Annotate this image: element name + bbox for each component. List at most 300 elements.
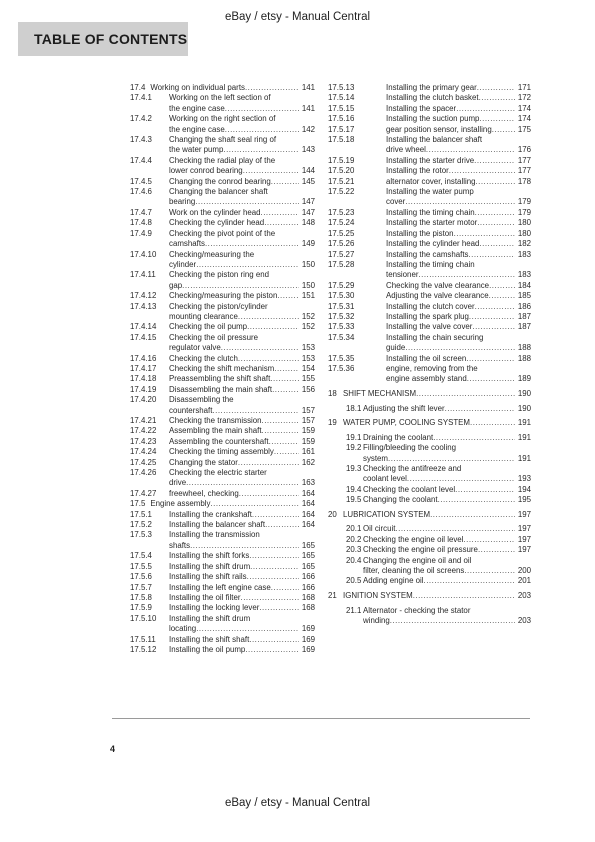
toc-entry[interactable] [130,270,315,291]
toc-entry-title: Installing the camshafts [386,249,469,259]
toc-entry-number: 17.4.15 [130,332,157,342]
toc-entry-page: 179 [517,197,531,207]
toc-entry-number: 17.5.32 [328,311,355,321]
toc-entry-page: 164 [301,520,315,530]
toc-entry-page: 166 [301,582,315,592]
toc-entry-title: Installing the left engine case [169,582,271,592]
toc-entry-page: 174 [517,103,531,113]
toc-entry-number: 17.5.24 [328,218,355,228]
toc-entry[interactable] [328,250,531,260]
dot-leader [182,281,299,291]
dot-leader [205,239,299,249]
toc-entry[interactable] [328,104,531,114]
toc-entry-title: Oil circuit [363,524,396,534]
toc-entry-page: 141 [301,83,315,92]
toc-entry[interactable] [328,510,531,520]
toc-entry[interactable] [130,583,315,593]
toc-entry-number: 17.5.5 [130,561,152,571]
toc-entry-page: 187 [517,311,531,321]
dot-leader [388,454,515,464]
toc-entry[interactable] [130,593,315,603]
toc-entry[interactable] [328,114,531,124]
toc-entry[interactable] [328,281,531,291]
toc-entry[interactable] [130,291,315,301]
toc-entry-page: 155 [301,374,315,384]
toc-entry[interactable] [328,545,531,555]
toc-entry-number: 17.4.20 [130,395,157,405]
dot-leader [433,433,515,443]
toc-entry-title: Installing the suction pump [386,114,480,124]
toc-entry-number: 17.4.24 [130,447,157,457]
dot-leader [463,535,514,545]
toc-entry-page: 159 [301,426,315,436]
toc-entry-title: Installing the timing chain [386,259,475,269]
toc-entry-page: 197 [517,524,531,534]
toc-entry-number: 19.4 [346,484,362,494]
toc-entry-title: mounting clearance [169,311,238,321]
toc-entry-number: 19.1 [346,432,362,442]
toc-entry-number: 17.4.27 [130,488,157,498]
toc-entry[interactable] [328,125,531,135]
toc-entry-title: LUBRICATION SYSTEM [343,509,431,519]
toc-entry[interactable] [130,302,315,323]
toc-entry-title: SHIFT MECHANISM [343,388,417,398]
toc-entry-number: 17.4.17 [130,363,157,373]
toc-entry-number: 17.5.30 [328,291,355,301]
toc-entry-title: shafts [169,540,191,550]
toc-entry-page: 193 [517,474,531,484]
toc-entry-title: Installing the timing chain [386,207,475,217]
toc-entry-page: 163 [301,478,315,488]
toc-entry-page: 178 [517,176,531,186]
toc-entry-page: 177 [517,155,531,165]
toc-entry-number: 17.5.2 [130,520,152,530]
toc-entry[interactable] [328,208,531,218]
dot-leader [430,510,515,520]
toc-entry[interactable] [328,260,531,281]
toc-entry-number: 17.4.6 [130,187,152,197]
dot-leader [475,208,515,218]
toc-entry-title: IGNITION SYSTEM [343,591,413,600]
dot-leader [274,447,299,457]
toc-entry-page: 191 [517,453,531,463]
toc-entry-number: 17.5.8 [130,592,152,602]
toc-entry-number: 17.4.9 [130,228,152,238]
toc-entry-page: 168 [301,592,315,602]
toc-entry-title: the engine case [169,103,225,113]
toc-entry[interactable] [130,395,315,416]
toc-entry-page: 151 [301,291,315,301]
toc-entry-title: Checking/measuring the piston [169,291,278,301]
toc-entry-page: 177 [517,166,531,176]
toc-entry-page: 172 [517,93,531,103]
toc-entry-page: 165 [301,540,315,550]
toc-entry[interactable] [130,229,315,250]
toc-entry-number: 17.5.23 [328,207,355,217]
toc-entry-title: Checking the engine oil level [363,534,464,544]
toc-entry-title: camshafts [169,239,205,249]
toc-entry-title: Checking the transmission [169,416,262,425]
toc-entry-title: Disassembling the main shaft [169,384,273,394]
dot-leader [196,260,299,270]
toc-entry-number: 17.4.11 [130,270,156,280]
toc-entry[interactable] [328,93,531,103]
page-header: eBay / etsy - Manual Central [224,11,371,23]
toc-entry[interactable] [328,322,531,332]
toc-entry-page: 152 [301,322,315,332]
dot-leader [475,302,515,312]
dot-leader [212,406,298,416]
toc-entry-page: 165 [301,561,315,571]
toc-entry-number: 17.4.22 [130,426,157,436]
toc-entry-title: Changing the coolant [363,495,438,505]
toc-entry-number: 17.5.34 [328,332,355,342]
toc-entry[interactable] [130,447,315,457]
toc-entry[interactable] [328,177,531,187]
toc-entry[interactable] [130,562,315,572]
toc-entry-page: 194 [517,484,531,494]
toc-entry-title: Installing the oil pump [169,644,246,654]
toc-entry-number: 20.2 [346,534,362,544]
toc-entry-page: 180 [517,218,531,228]
dot-leader [261,208,299,218]
toc-entry-page: 179 [517,207,531,217]
toc-entry-number: 17.4.2 [130,114,152,124]
dot-leader [210,499,298,509]
toc-entry[interactable] [130,385,315,395]
toc-entry[interactable] [328,187,531,208]
toc-entry-page: 180 [517,228,531,238]
dot-leader [247,572,299,582]
toc-entry-title: the engine case [169,124,225,134]
toc-entry-number: 17.4.7 [130,207,152,217]
toc-entry[interactable] [328,404,531,414]
toc-entry[interactable] [130,187,315,208]
toc-entry-number: 17.5.3 [130,530,152,540]
toc-entry[interactable] [328,606,531,627]
toc-entry-page: 169 [301,634,315,644]
toc-entry[interactable] [130,354,315,364]
toc-entry[interactable] [130,645,315,655]
toc-entry-title: regulator valve [169,343,221,353]
toc-entry-title: Installing the piston [386,228,454,238]
dot-leader [478,545,515,555]
toc-entry-page: 200 [517,566,531,575]
toc-entry-number: 17.4.12 [130,291,157,301]
toc-entry-page: 152 [301,311,315,321]
toc-entry[interactable] [328,83,531,93]
toc-entry-title: Installing the oil filter [169,592,241,602]
dot-leader [272,385,299,395]
toc-entry[interactable] [328,495,531,505]
toc-entry-title: Installing the transmission [169,530,260,540]
toc-entry-page: 184 [517,280,531,290]
toc-entry-title: Installing the starter motor [386,218,478,228]
dot-leader [264,218,299,228]
toc-entry[interactable] [328,291,531,301]
toc-entry[interactable] [130,426,315,436]
toc-entry-page: 171 [517,83,531,92]
toc-entry[interactable] [328,354,531,364]
toc-entry[interactable] [130,489,315,499]
toc-entry-title: WATER PUMP, COOLING SYSTEM [343,418,470,428]
toc-entry-title: Filling/bleeding the cooling [363,443,456,453]
toc-entry[interactable] [328,464,531,485]
dot-leader [467,374,515,384]
toc-entry-title: filter, cleaning the oil screens [363,566,465,575]
toc-entry-page: 147 [301,197,315,207]
toc-entry-title: coolant level [363,474,407,484]
toc-entry-number: 20.4 [346,555,362,565]
toc-entry-page: 143 [301,145,315,155]
dot-leader [405,197,515,207]
toc-entry[interactable] [130,250,315,271]
toc-entry-title: Checking the oil pressure [169,332,259,342]
toc-entry[interactable] [130,510,315,520]
toc-entry-number: 19.5 [346,495,362,505]
toc-entry-title: Installing the shift forks [169,551,250,561]
toc-entry-number: 17.4.18 [130,374,157,384]
toc-entry-page: 156 [301,384,315,394]
dot-leader [274,364,299,374]
toc-entry[interactable] [130,364,315,374]
toc-entry-number: 17.5.29 [328,280,355,290]
dot-leader [271,177,299,187]
toc-entry-number: 17.5.21 [328,176,355,186]
toc-entry[interactable] [328,418,531,428]
toc-entry-title: Changing the balancer shaft [169,187,268,197]
toc-entry[interactable] [328,239,531,249]
toc-entry-page: 150 [301,280,315,290]
toc-entry-number: 17.4.10 [130,249,157,259]
toc-entry[interactable] [328,389,531,399]
toc-entry-title: Disassembling the [169,395,234,405]
toc-entry[interactable] [328,433,531,443]
toc-entry-number: 17.5.19 [328,155,355,165]
toc-entry-number: 17.4.14 [130,322,157,332]
toc-entry-page: 148 [301,218,315,228]
toc-entry-number: 18.1 [346,403,362,413]
toc-entry-page: 191 [517,432,531,442]
toc-entry[interactable] [328,576,531,586]
dot-leader [238,354,299,364]
dot-leader [424,576,515,586]
toc-entry[interactable] [130,218,315,228]
dot-leader [472,322,514,332]
dot-leader [390,616,515,626]
dot-leader [464,566,515,576]
toc-entry-page: 203 [517,591,531,600]
toc-entry[interactable] [328,591,531,601]
toc-entry[interactable] [130,114,315,135]
toc-entry-number: 20.5 [346,576,362,586]
toc-entry-number: 17.4.23 [130,436,157,446]
toc-entry-page: 166 [301,572,315,582]
toc-entry[interactable] [328,135,531,156]
toc-entry-title: locating [169,624,197,634]
toc-entry-number: 17.5.9 [130,603,152,613]
dot-leader [243,166,299,176]
toc-entry-page: 153 [301,353,315,363]
toc-entry-number: 20.3 [346,545,362,555]
toc-entry-title: guide [386,343,406,353]
dot-leader [477,83,515,93]
toc-entry-number: 17.5.20 [328,166,355,176]
toc-entry-title: Checking the shift mechanism [169,363,275,373]
toc-entry-number: 20.1 [346,524,362,534]
toc-entry-number: 17.5.27 [328,249,355,259]
toc-entry-page: 188 [517,353,531,363]
toc-entry-title: Installing the clutch basket [386,93,479,103]
dot-leader [245,83,299,93]
toc-entry-number: 17.5.33 [328,322,355,332]
toc-entry-title: Installing the primary gear [386,83,477,92]
toc-entry[interactable] [328,218,531,228]
toc-entry-title: winding [363,616,390,625]
toc-entry[interactable] [328,312,531,322]
toc-entry-page: 153 [301,343,315,353]
toc-entry-title: Checking the piston/cylinder [169,301,268,311]
dot-leader [225,104,299,114]
toc-entry-number: 21.1 [346,605,362,615]
dot-leader [479,93,515,103]
toc-entry[interactable] [130,551,315,561]
toc-entry[interactable] [328,535,531,545]
toc-entry-title: Installing the water pump [386,187,474,197]
toc-entry[interactable] [130,603,315,613]
toc-entry-page: 197 [517,509,531,519]
toc-entry[interactable] [130,437,315,447]
toc-entry[interactable] [130,93,315,114]
toc-entry[interactable] [130,614,315,635]
toc-entry-page: 165 [301,551,315,561]
dot-leader [265,520,299,530]
toc-entry-number: 17.5.14 [328,93,355,103]
dot-leader [271,583,299,593]
toc-entry[interactable] [328,485,531,495]
dot-leader [479,239,514,249]
toc-entry[interactable] [130,635,315,645]
dot-leader [247,322,299,332]
toc-left-column [130,83,315,655]
toc-entry-page: 175 [517,124,531,134]
toc-entry-title: cover [386,197,406,207]
dot-leader [470,418,515,428]
toc-entry-number: 17.4.13 [130,301,157,311]
toc-entry-number: 17.5.6 [130,572,152,582]
toc-entry[interactable] [130,322,315,332]
toc-entry-title: Checking/measuring the [169,249,255,259]
toc-entry[interactable] [328,364,531,385]
toc-entry[interactable] [328,156,531,166]
toc-title-banner [18,22,188,56]
toc-entry[interactable] [328,443,531,464]
dot-leader [221,343,299,353]
toc-entry[interactable] [130,177,315,187]
dot-leader [426,145,515,155]
dot-leader [469,312,515,322]
dot-leader [395,524,514,534]
toc-entry-title: tensioner [386,270,419,280]
toc-entry-page: 187 [517,322,531,332]
toc-entry-title: Changing the engine oil and oil [363,555,472,565]
toc-entry-page: 176 [517,145,531,155]
dot-leader [468,250,514,260]
toc-title: TABLE OF CONTENTS [34,31,188,47]
toc-entry-title: Checking the oil pump [169,322,248,332]
dot-leader [445,404,515,414]
toc-entry-title: Checking the piston ring end [169,270,270,280]
toc-entry-page: 169 [301,644,315,654]
toc-entry[interactable] [130,499,315,509]
toc-entry[interactable] [130,333,315,354]
toc-entry[interactable] [130,83,315,93]
toc-entry-title: engine assembly stand [386,374,467,384]
dot-leader [489,291,515,301]
toc-entry-page: 147 [301,207,315,217]
dot-leader [277,291,298,301]
toc-entry[interactable] [328,556,531,577]
toc-entry-page: 201 [517,576,531,586]
toc-entry[interactable] [130,572,315,582]
toc-entry[interactable] [328,333,531,354]
toc-entry-number: 17.5.26 [328,239,355,249]
dot-leader [405,343,515,353]
toc-entry-title: drive wheel [386,145,426,155]
toc-entry-title: Installing the starter drive [386,155,475,165]
toc-entry-title: countershaft [169,405,213,415]
toc-entry[interactable] [130,156,315,177]
toc-entry[interactable] [130,530,315,551]
toc-entry[interactable] [130,468,315,489]
toc-entry-number: 17.5.18 [328,135,355,145]
toc-entry-number: 17.5.13 [328,83,355,92]
toc-entry[interactable] [130,520,315,530]
toc-entry-number: 17.5.11 [130,634,156,644]
toc-entry-number: 17.5.36 [328,363,355,373]
dot-leader [262,416,299,426]
toc-entry[interactable] [130,416,315,426]
toc-entry-number: 17.5.16 [328,114,355,124]
toc-entry-number: 17.4 [130,83,146,92]
toc-entry[interactable] [130,374,315,384]
dot-leader [225,125,299,135]
toc-entry-number: 17.5.31 [328,301,355,311]
toc-entry-number: 17.5.4 [130,551,152,561]
toc-entry[interactable] [130,135,315,156]
toc-entry[interactable] [130,458,315,468]
toc-entry-number: 17.5.12 [130,644,157,654]
dot-leader [407,474,515,484]
toc-entry-number: 20 [328,509,337,519]
toc-entry[interactable] [328,524,531,534]
toc-entry[interactable] [328,229,531,239]
toc-entry[interactable] [328,166,531,176]
toc-entry-title: Adjusting the valve clearance [386,291,489,301]
toc-entry-title: Installing the balancer shaft [169,520,266,530]
toc-entry[interactable] [328,302,531,312]
toc-entry-page: 197 [517,545,531,555]
toc-entry-title: Installing the clutch cover [386,301,475,311]
toc-entry-page: 164 [301,499,315,509]
toc-entry-page: 168 [301,603,315,613]
toc-entry-title: Engine assembly [150,499,211,509]
dot-leader [438,495,515,505]
toc-entry-number: 19 [328,418,337,428]
toc-entry-page: 183 [517,249,531,259]
toc-entry[interactable] [130,208,315,218]
toc-entry-number: 17.5.15 [328,103,355,113]
